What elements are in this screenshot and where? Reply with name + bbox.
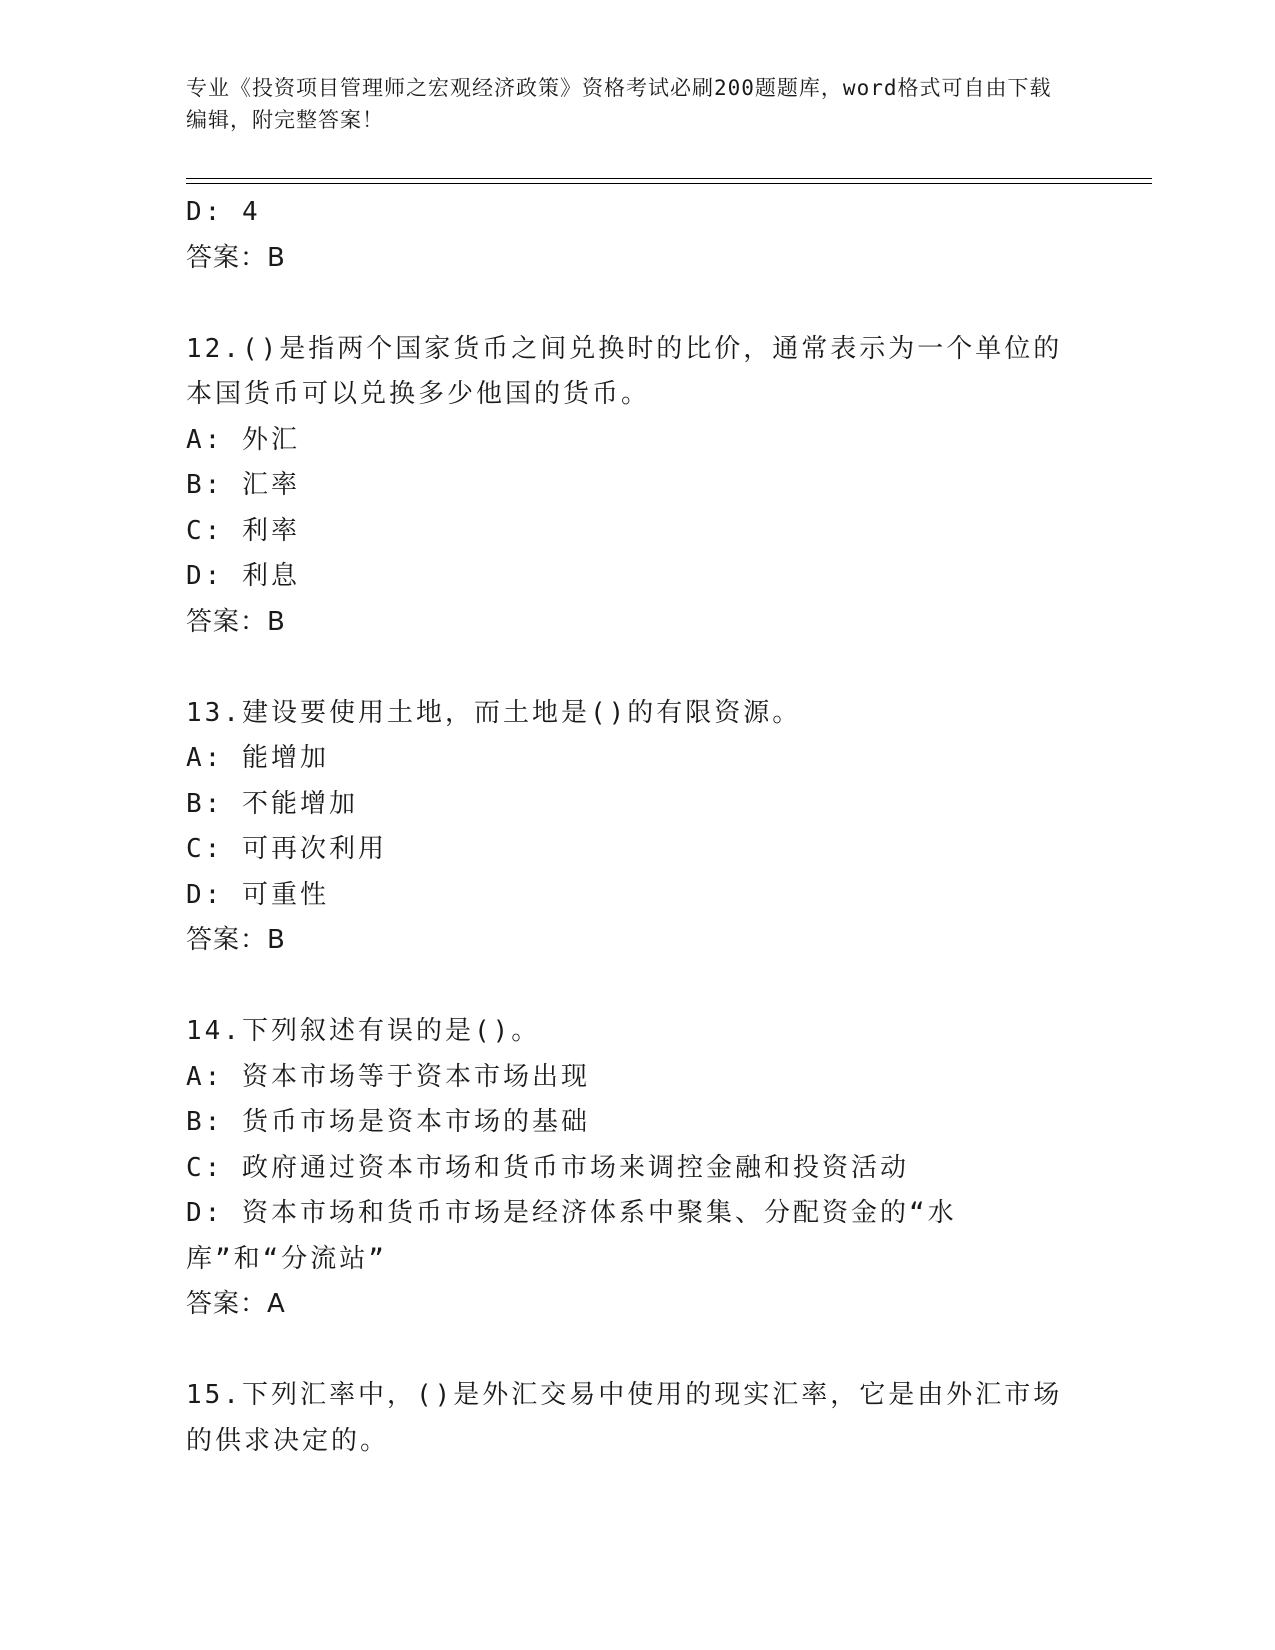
spacer xyxy=(186,1328,1066,1374)
question-stem: 13.建设要使用土地，而土地是()的有限资源。 xyxy=(186,697,802,728)
answer: 答案：A xyxy=(186,1289,286,1319)
question-11-tail xyxy=(186,190,1066,281)
question-14 xyxy=(186,1009,1066,1328)
page-header xyxy=(186,72,1066,136)
option-c: C: 利率 xyxy=(186,515,300,546)
spacer xyxy=(186,964,1066,1010)
option-a: A: 外汇 xyxy=(186,424,300,455)
option-b: B: 汇率 xyxy=(186,470,300,500)
option-d: D: 可重性 xyxy=(186,879,329,910)
question-15 xyxy=(186,1373,1066,1464)
spacer xyxy=(186,281,1066,327)
question-stem: 14.下列叙述有误的是()。 xyxy=(186,1016,541,1046)
spacer xyxy=(186,645,1066,691)
option-b: B: 不能增加 xyxy=(186,788,358,819)
question-stem: 12.()是指两个国家货币之间兑换时的比价，通常表示为一个单位的本国货币可以兑换多少他国的货币。 xyxy=(186,333,1063,409)
option-d: D: 4 xyxy=(186,197,261,227)
option-b: B: 货币市场是资本市场的基础 xyxy=(186,1107,590,1137)
answer: 答案：B xyxy=(186,606,286,637)
option-c: C: 可再次利用 xyxy=(186,834,387,864)
question-stem: 15.下列汇率中，()是外汇交易中使用的现实汇率，它是由外汇市场的供求决定的。 xyxy=(186,1380,1063,1456)
option-a: A: 资本市场等于资本市场出现 xyxy=(186,1061,590,1092)
question-13 xyxy=(186,691,1066,964)
header-rule-top xyxy=(186,178,1152,179)
option-a: A: 能增加 xyxy=(186,743,329,773)
header-rule-bottom xyxy=(186,183,1152,184)
header-text: 专业《投资项目管理师之宏观经济政策》资格考试必刷200题题库，word格式可自由下载编辑，附完整答案！ xyxy=(186,76,1052,132)
option-d: D: 利息 xyxy=(186,561,300,591)
option-c: C: 政府通过资本市场和货币市场来调控金融和投资活动 xyxy=(186,1152,909,1183)
question-12 xyxy=(186,327,1066,646)
option-d: D: 资本市场和货币市场是经济体系中聚集、分配资金的“水库”和“分流站” xyxy=(186,1198,957,1274)
answer: 答案：B xyxy=(186,242,286,273)
answer: 答案：B xyxy=(186,925,286,955)
question-list xyxy=(186,190,1066,1464)
